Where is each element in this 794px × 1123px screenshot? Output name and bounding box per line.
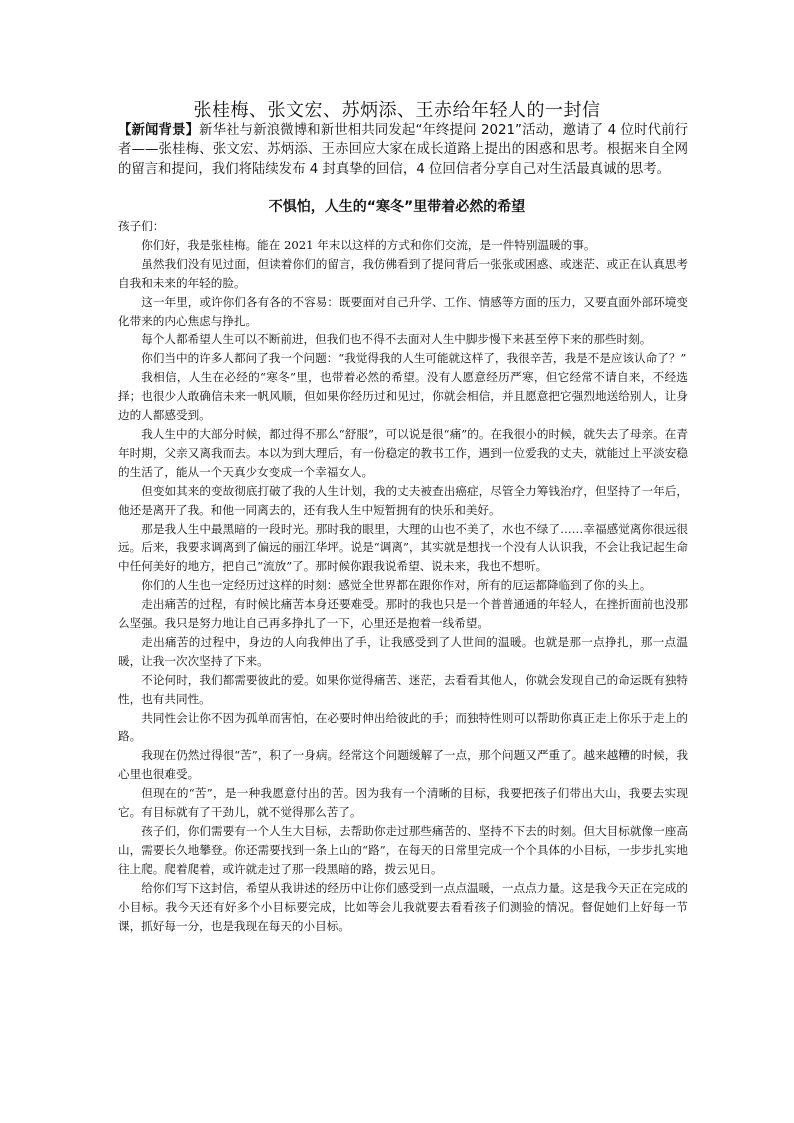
- letter-paragraph: 孩子们，你们需要有一个人生大目标，去帮助你走过那些痛苦的、坚持不下去的时刻。但大目标就像一座高山，需要长久地攀登。你还需要找到一条上山的“路”，在每天的日常里完成一个个具体的小目标，一步步扎实地往上爬。爬着爬着，或许就走过了那一段黑暗的路，拨云见日。: [118, 824, 688, 876]
- letter-body: [118, 217, 688, 935]
- news-background: [118, 121, 688, 179]
- letter-paragraph: 但变如其来的变故彻底打破了我的人生计划，我的丈夫被查出癌症，尽管全力筹钱治疗，但坚持了一年后，他还是离开了我。和他一同离去的，还有我人生中短暂拥有的快乐和美好。: [118, 483, 688, 517]
- letter-paragraph: 每个人都希望人生可以不断前进，但我们也不得不去面对人生中脚步慢下来甚至停下来的那些时刻。: [141, 332, 652, 347]
- document-title: 张桂梅、张文宏、苏炳添、王赤给年轻人的一封信: [193, 100, 601, 121]
- letter-paragraph: 但现在的“苦”，是一种我愿意付出的苦。因为我有一个清晰的目标，我要把孩子们带出大山，我要去实现它。有目标就有了干劲儿，就不觉得那么苦了。: [118, 786, 688, 820]
- letter-paragraph: 那是我人生中最黑暗的一段时光。那时我的眼里，大理的山也不美了，水也不绿了……幸福感觉离你很远很远。后来，我要求调离到了偏远的丽江华坪。说是“调离”，其实就是想找一个没有人认识我，不会让我记起生命中任何美好的地方，把自己“流放”了。那时候你跟我说希望、说未来，我也不想听。: [118, 521, 688, 574]
- letter-paragraph: 不论何时，我们都需要彼此的爱。如果你觉得痛苦、迷茫，去看看其他人，你就会发现自己的命运既有独特性，也有共同性。: [118, 672, 688, 706]
- letter-paragraph: 我现在仍然过得很“苦”，积了一身病。经常这个问题缓解了一点，那个问题又严重了。越来越糟的时候，我心里也很难受。: [118, 748, 688, 782]
- letter-paragraph: 你们当中的许多人都问了我一个问题：“我觉得我的人生可能就这样了，我很辛苦，我是不是应该认命了？”: [141, 351, 687, 366]
- letter-paragraph: 你们的人生也一定经历过这样的时刻：感觉全世界都在跟你作对，所有的厄运都降临到了你的头上。: [141, 578, 652, 593]
- news-background-label: 【新闻背景】: [118, 123, 200, 138]
- letter-paragraph: 走出痛苦的过程，有时候比痛苦本身还要难受。那时的我也只是一个普普通通的年轻人，在挫折面前也没那么坚强。我只是努力地让自己再多挣扎了一下，心里还是抱着一线希望。: [118, 597, 688, 631]
- letter-paragraph: 虽然我们没有见过面，但读着你们的留言，我仿佛看到了提问背后一张张或困惑、或迷茫、或正在认真思考自我和未来的年轻的脸。: [118, 256, 688, 290]
- letter-paragraph: 这一年里，或许你们各有各的不容易：既要面对自己升学、工作、情感等方面的压力，又要直面外部环境变化带来的内心焦虑与挣扎。: [118, 294, 688, 328]
- letter-paragraph: 走出痛苦的过程中，身边的人向我伸出了手，让我感受到了人世间的温暖。也就是那一点挣扎，那一点温暖，让我一次次坚持了下来。: [118, 634, 688, 668]
- letter-paragraph: 你们好，我是张桂梅。能在 2021 年末以这样的方式和你们交流，是一件特别温暖的事。: [141, 237, 596, 252]
- letter-paragraph: 我相信，人生在必经的“寒冬”里，也带着必然的希望。没有人愿意经历严寒，但它经常不请自来，不经选择；也很少人敢确信未来一帆风顺，但如果你经历过和见过，你就会相信，并且愿意把它强烈地送给别人，让身边的人都感受到。: [118, 370, 688, 423]
- letter-paragraph: 我人生中的大部分时候，都过得不那么“舒服”，可以说是很“痛”的。在我很小的时候，就失去了母亲。在青年时期，父亲又离我而去。本以为到大理后，有一份稳定的教书工作，遇到一位爱我的丈夫，就能过上平淡安稳的生活了，能从一个天真少女变成一个幸福女人。: [118, 426, 688, 479]
- letter-subtitle: 不惧怕，人生的“寒冬”里带着必然的希望: [268, 199, 526, 215]
- letter-paragraph: 共同性会让你不因为孤单而害怕，在必要时伸出给彼此的手；而独特性则可以帮助你真正走上你乐于走上的路。: [118, 710, 688, 744]
- news-background-text: 新华社与新浪微博和新世相共同发起“年终提问 2021”活动，邀请了 4 位时代前行者——张桂梅、张文宏、苏炳添、王赤回应大家在成长道路上提出的困惑和思考。根据来自全网的留言和提问，我们将陆续发布 4 封真挚的回信，4 位回信者分享自己对生活最真诚的思考。: [118, 123, 688, 177]
- letter-paragraph: 给你们写下这封信，希望从我讲述的经历中让你们感受到一点点温暖，一点点力量。这是我今天正在完成的小目标。我今天还有好多个小目标要完成，比如等会儿我就要去看看孩子们测验的情况。督促她们上好每一节课，抓好每一分，也是我现在每天的小目标。: [118, 880, 688, 933]
- letter-salutation: 孩子们：: [118, 219, 165, 233]
